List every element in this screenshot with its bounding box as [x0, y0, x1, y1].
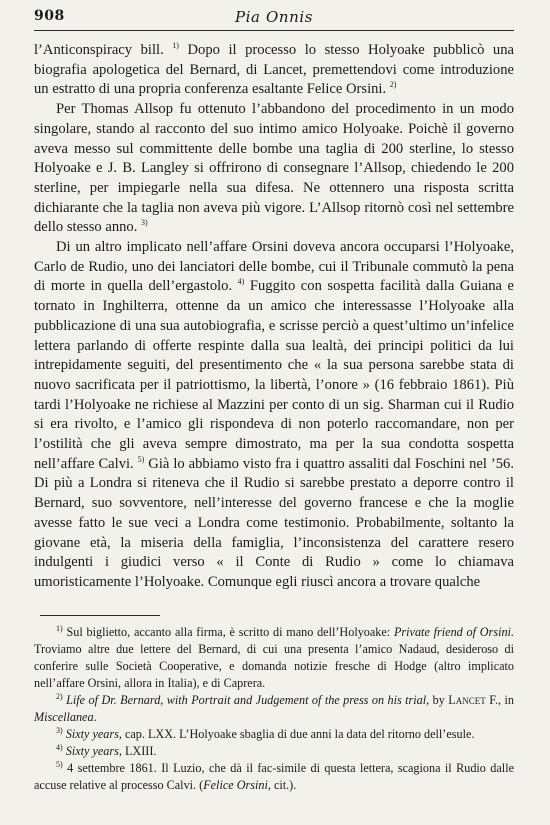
- text-run: Troviamo altre due lettere del Bernard, di cui una presenta l’amico Nadaud, desideroso di conferire sulle Società Cooperative, e domanda notizie fresche di Hodge (altro implicato nell’affare Orsini, allora in Italia), e di Caprera.: [34, 641, 514, 690]
- text-run: Per Thomas Allsop fu ottenuto l’abbandono del procedimento in un modo singolare, stando al racconto del suo intimo amico Holyoake. Poichè il governo aveva messo sul committente delle bombe una taglia di 200 sterline, lo stesso Holyoake e J. B. Langley si offrirono di consegnare l’Allsop, chiedendo le 200 sterline, per impiegarle nella sua difesa. Ne ottennero una risposta scritta dichiarante che la taglia non aveva più vigore. L’Allsop ritornò così nel settembre dello stesso anno.: [34, 101, 514, 236]
- text-run: cap. LXX. L’Holyoake sbaglia di due anni la data del ritorno dell’esule.: [121, 726, 475, 741]
- italic-run: Sixty years,: [62, 726, 122, 741]
- text-run: F., in: [485, 692, 515, 707]
- text-run: LXIII.: [121, 743, 157, 758]
- footnote-number: 5): [56, 759, 63, 769]
- text-run: Dopo il processo lo stesso Holyoake pubblicò una biografia apologetica del Bernard, di Lancet, premettendovi come introduzione un estratto di una propria conferenza esaltante Felice Orsini.: [34, 42, 514, 98]
- text-run: Sul biglietto, accanto alla firma, è scritto di mano dell’Holyoake:: [62, 624, 394, 639]
- text-run: Di un altro implicato nell’affare Orsini doveva ancora occuparsi l’Holyoake, Carlo de Rudio, uno dei lanciatori delle bombe, cui il Tribunale commutò la pena di morte in quella dell’ergastolo.: [34, 239, 514, 295]
- footnote-ref: 5): [137, 454, 145, 464]
- page-header: [34, 8, 514, 31]
- italic-run: Felice Orsini: [203, 777, 268, 792]
- text-run: 4 settembre 1861. Il Luzio, che dà il fac-simile di questa lettera, scagiona il Rudio dalle accuse relative al processo Calvi. (: [34, 760, 514, 792]
- main-text: [34, 41, 514, 593]
- paragraph: [34, 100, 514, 238]
- author-name: Lancet: [448, 692, 486, 707]
- footnote-ref: 4): [237, 277, 245, 287]
- text-run: .: [93, 709, 97, 724]
- paragraph: [34, 41, 514, 100]
- footnote: [34, 760, 514, 794]
- footnote-ref: 2): [389, 80, 397, 90]
- running-head: Pia Onnis: [234, 8, 314, 26]
- footnote-number: 1): [56, 623, 63, 633]
- footnotes: [34, 624, 514, 794]
- italic-run: Miscellanea: [34, 709, 94, 724]
- italic-run: Sixty years,: [62, 743, 122, 758]
- footnote-separator: [40, 615, 160, 616]
- text-run: Fuggito con sospetta facilità dalla Guiana e tornato in Inghilterra, ottenne da un amico che interessasse l’Holyoake alla pubblicazione di una sua autobiografia, e scrisse perciò a quest’ultimo un’infelice lettera parlando di offerte respinte dalla sua lealtà, dei principi politici da lui intrepidamente seguiti, del presentimento che « la sua persona sarebbe stata di nuovo sacrificata per il patriottismo, la libertà, l’onore » (16 febbraio 1861). Più tardi l’Holyoake ne richiese al Mazzini per conto di un sig. Sharman cui il Rudio si era rivolto, e l’amico gli rispondeva di non poterlo raccomandare, non per l’ostilità che gli aveva sempre dimostrato, ma per la sua condotta sospetta nell’affare Calvi.: [34, 278, 514, 472]
- footnote-ref: 1): [172, 41, 179, 51]
- footnote: [34, 692, 514, 726]
- footnote: [34, 743, 514, 760]
- paragraph: [34, 238, 514, 593]
- text-run: Già lo abbiamo visto fra i quattro assaliti dal Foschini nel ’56. Di più a Londra si riteneva che il Rudio si sarebbe prestato a deporre contro il Bernard, suo sovventore, nell’interesse del governo francese e che la moglie avesse fatto le sue veci a Londra come testimonio. Probabilmente, soltanto la giovane età, la miseria della famiglia, l’inconsistenza del carattere resero indulgenti i giudici verso « il Conte di Rudio » come lo chiamava umoristicamente l’Holyoake. Comunque egli riuscì ancora a trovare qualche: [34, 455, 514, 590]
- footnote-number: 4): [56, 742, 63, 752]
- footnote: [34, 726, 514, 743]
- footnote-number: 3): [56, 725, 63, 735]
- italic-run: Private friend of Orsini.: [393, 624, 514, 639]
- footnote-number: 2): [56, 691, 63, 701]
- text-run: , cit.).: [267, 777, 297, 792]
- text-run: by: [429, 692, 449, 707]
- text-run: l’Anticonspiracy bill.: [34, 42, 164, 58]
- italic-run: Life of Dr. Bernard, with Portrait and Judgement of the press on his trial,: [62, 692, 430, 707]
- page-number: 908: [34, 8, 65, 24]
- footnote: [34, 624, 514, 692]
- footnote-ref: 3): [141, 218, 148, 228]
